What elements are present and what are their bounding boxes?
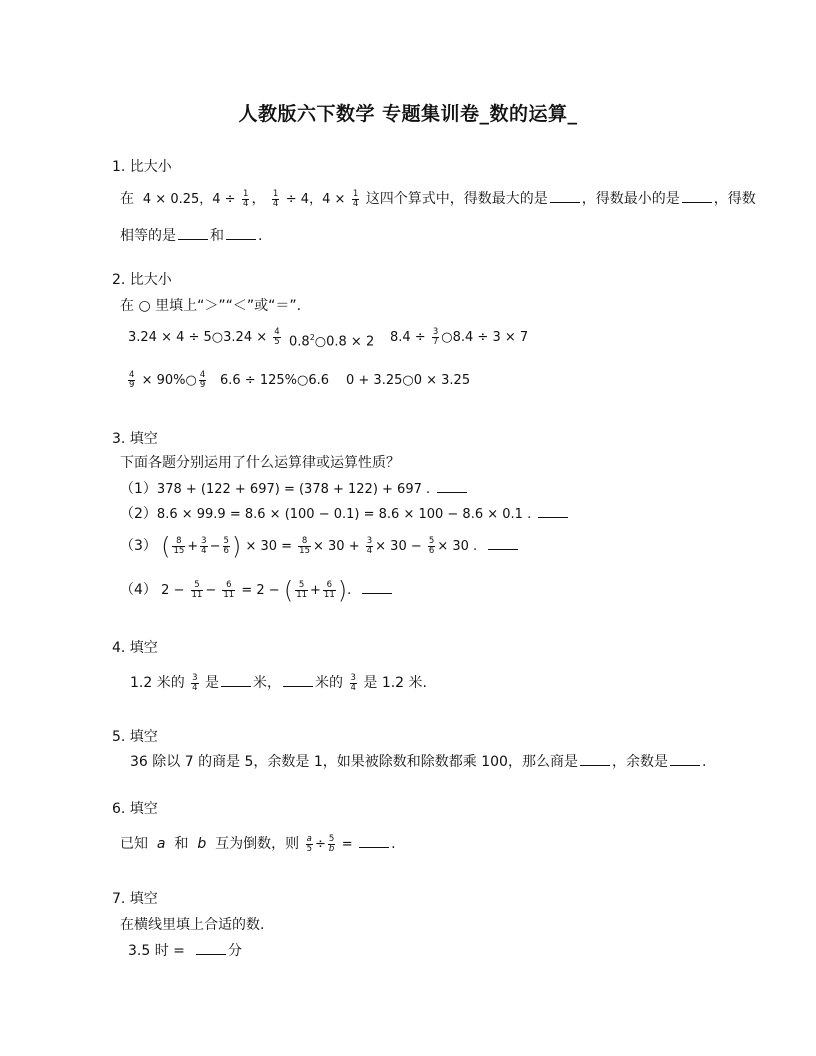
q3-line2: （2）8.6 × 99.9 = 8.6 × (100 − 0.1) = 8.6 × 100 − 8.6 × 0.1 . (120, 504, 570, 525)
answer-blank[interactable] (538, 505, 568, 518)
q5-line: 36 除以 7 的商是 5，余数是 1，如果被除数和除数都乘 100，那么商是 ，余数是 . (130, 754, 707, 770)
answer-blank[interactable] (196, 942, 226, 955)
q7-header: 7. 填空 (112, 891, 158, 907)
q2-row2c: 0 + 3.25○0 × 3.25 (346, 373, 471, 388)
answer-blank[interactable] (550, 190, 580, 203)
answer-blank[interactable] (178, 227, 208, 240)
q1-line1: 在 4 × 0.25，4 ÷ $\frac{1}{4}$ ， $\frac{1}{4}$ ÷ 4，4 × $\frac{1}{4}$ 这四个算式中，得数最大的是 ，得数最小的是 ，得数 (120, 188, 756, 209)
answer-blank[interactable] (437, 480, 467, 493)
q4-line: 1.2 米的 $\frac{3}{4}$ 是 米， 米的 $\frac{3}{4}$ 是 1.2 米. (130, 672, 427, 693)
answer-blank[interactable] (283, 674, 313, 687)
q7-line: 3.5 时 = 分 (128, 943, 242, 959)
q5-header: 5. 填空 (112, 729, 158, 745)
q4-header: 4. 填空 (112, 640, 158, 656)
q2-row2a: $\frac{4}{9}$ × 90%○ $\frac{4}{9}$ (129, 370, 206, 390)
q2-row1c: 8.4 ÷ $\frac{3}{7}$ ○8.4 ÷ 3 × 7 (390, 327, 529, 347)
q2-row1b: $0.8^2○0.8 \times 2$ (289, 333, 375, 350)
q3-line1: （1）378 + (122 + 697) = (378 + 122) + 697 . (120, 479, 469, 500)
answer-blank[interactable] (362, 581, 392, 594)
q3-header: 3. 填空 (112, 431, 158, 447)
page-title: 人教版六下数学 专题集训卷_数的运算_ (238, 103, 578, 125)
q2-instruction: 在 ○ 里填上“＞”“＜”或“＝”. (120, 298, 302, 314)
q3-instruction: 下面各题分别运用了什么运算律或运算性质？ (120, 455, 400, 471)
q2-header: 2. 比大小 (112, 272, 172, 288)
q1-frac1: $\frac{1}{4}$ (243, 188, 249, 209)
answer-blank[interactable] (682, 190, 712, 203)
q7-instruction: 在横线里填上合适的数. (120, 917, 265, 933)
answer-blank[interactable] (221, 674, 251, 687)
answer-blank[interactable] (580, 753, 610, 766)
q2-row1a: 3.24 × 4 ÷ 5○3.24 × $\frac{4}{5}$ (128, 327, 280, 347)
answer-blank[interactable] (670, 753, 700, 766)
q2-row2b: 6.6 ÷ 125%○6.6 (220, 373, 330, 388)
q3-line4: （4） 2 − $\frac{5}{11}$ − $\frac{6}{11}$ = 2 − ( $\frac{5}{11}$ + $\frac{6}{11}$ ). (120, 580, 394, 601)
q1-frac3: $\frac{1}{4}$ (352, 188, 359, 209)
q1-line2: 相等的是 和 . (120, 228, 263, 244)
q6-header: 6. 填空 (112, 801, 158, 817)
q1-header: 1. 比大小 (112, 159, 172, 175)
q3-line3: （3） ( $\frac{8}{15}$ + $\frac{3}{4}$ − $\frac{5}{6}$ ) × 30 = $\frac{8}{15}$ × 30 + $\frac{3}{4}$ × 30 − $\frac{5}{6}$ × 30 . (120, 536, 520, 557)
answer-blank[interactable] (488, 537, 518, 550)
q6-line: 已知 a 和 b 互为倒数，则 $\frac{a}{5}$ ÷ $\frac{5}{b}$ = . (120, 833, 396, 854)
answer-blank[interactable] (226, 227, 256, 240)
answer-blank[interactable] (359, 835, 389, 848)
q1-frac2: $\frac{1}{4}$ (272, 188, 279, 209)
